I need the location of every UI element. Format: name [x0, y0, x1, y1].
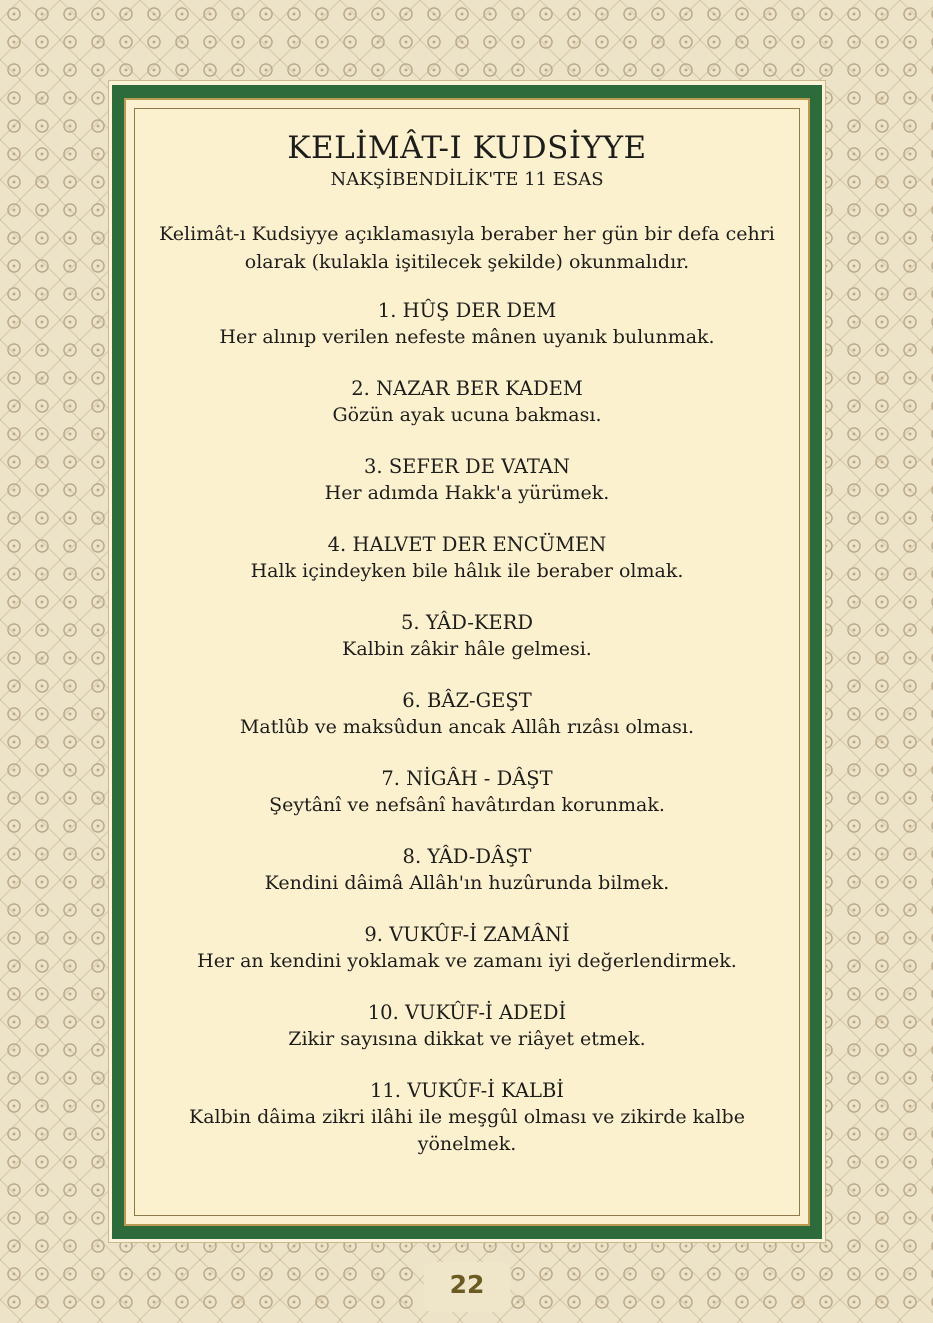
item-heading: 4. HALVET DER ENCÜMEN	[327, 533, 607, 556]
item-heading: 8. YÂD-DÂŞT	[402, 845, 532, 868]
item-description: Zikir sayısına dikkat ve riâyet etmek.	[288, 1028, 646, 1050]
list-item	[134, 1000, 800, 1053]
item-description: Kalbin dâima zikri ilâhi ile meşgûl olması ve zikirde kalbe yönelmek.	[189, 1106, 745, 1155]
item-heading: 1. HÛŞ DER DEM	[377, 299, 557, 322]
list-item	[134, 610, 800, 663]
item-heading: 10. VUKÛF-İ ADEDİ	[367, 1001, 567, 1024]
item-heading: 3. SEFER DE VATAN	[364, 455, 570, 478]
item-description: Her adımda Hakk'a yürümek.	[324, 482, 610, 504]
item-heading: 2. NAZAR BER KADEM	[351, 377, 583, 400]
item-description: Halk içindeyken bile hâlık ile beraber olmak.	[250, 560, 684, 582]
intro-paragraph: Kelimât-ı Kudsiyye açıklamasıyla beraber her gün bir defa cehri olarak (kulakla işitilecek şekilde) okunmalıdır.	[159, 223, 775, 273]
item-description: Gözün ayak ucuna bakması.	[332, 404, 602, 426]
item-description: Her an kendini yoklamak ve zamanı iyi değerlendirmek.	[197, 950, 737, 972]
item-heading: 6. BÂZ-GEŞT	[402, 689, 532, 712]
list-item	[134, 844, 800, 897]
item-description: Her alınıp verilen nefeste mânen uyanık bulunmak.	[219, 326, 715, 348]
item-description: Kalbin zâkir hâle gelmesi.	[342, 638, 592, 660]
list-item	[134, 454, 800, 507]
principles-list	[134, 298, 800, 1158]
list-item	[134, 1078, 800, 1158]
item-description: Şeytânî ve nefsânî havâtırdan korunmak.	[269, 794, 665, 816]
list-item	[134, 298, 800, 351]
page-subtitle: NAKŞİBENDİLİK'TE 11 ESAS	[330, 169, 604, 190]
item-description: Kendini dâimâ Allâh'ın huzûrunda bilmek.	[264, 872, 670, 894]
list-item	[134, 532, 800, 585]
item-heading: 11. VUKÛF-İ KALBİ	[369, 1079, 565, 1102]
item-heading: 7. NİGÂH - DÂŞT	[381, 767, 553, 790]
list-item	[134, 922, 800, 975]
list-item	[134, 766, 800, 819]
page-title: KELİMÂT-I KUDSİYYE	[287, 130, 647, 166]
list-item	[134, 376, 800, 429]
list-item	[134, 688, 800, 741]
page-number: 22	[449, 1270, 485, 1299]
item-heading: 5. YÂD-KERD	[401, 611, 533, 634]
page-content	[134, 108, 800, 1183]
item-description: Matlûb ve maksûdun ancak Allâh rızâsı olması.	[239, 716, 695, 738]
item-heading: 9. VUKÛF-İ ZAMÂNİ	[364, 923, 570, 946]
